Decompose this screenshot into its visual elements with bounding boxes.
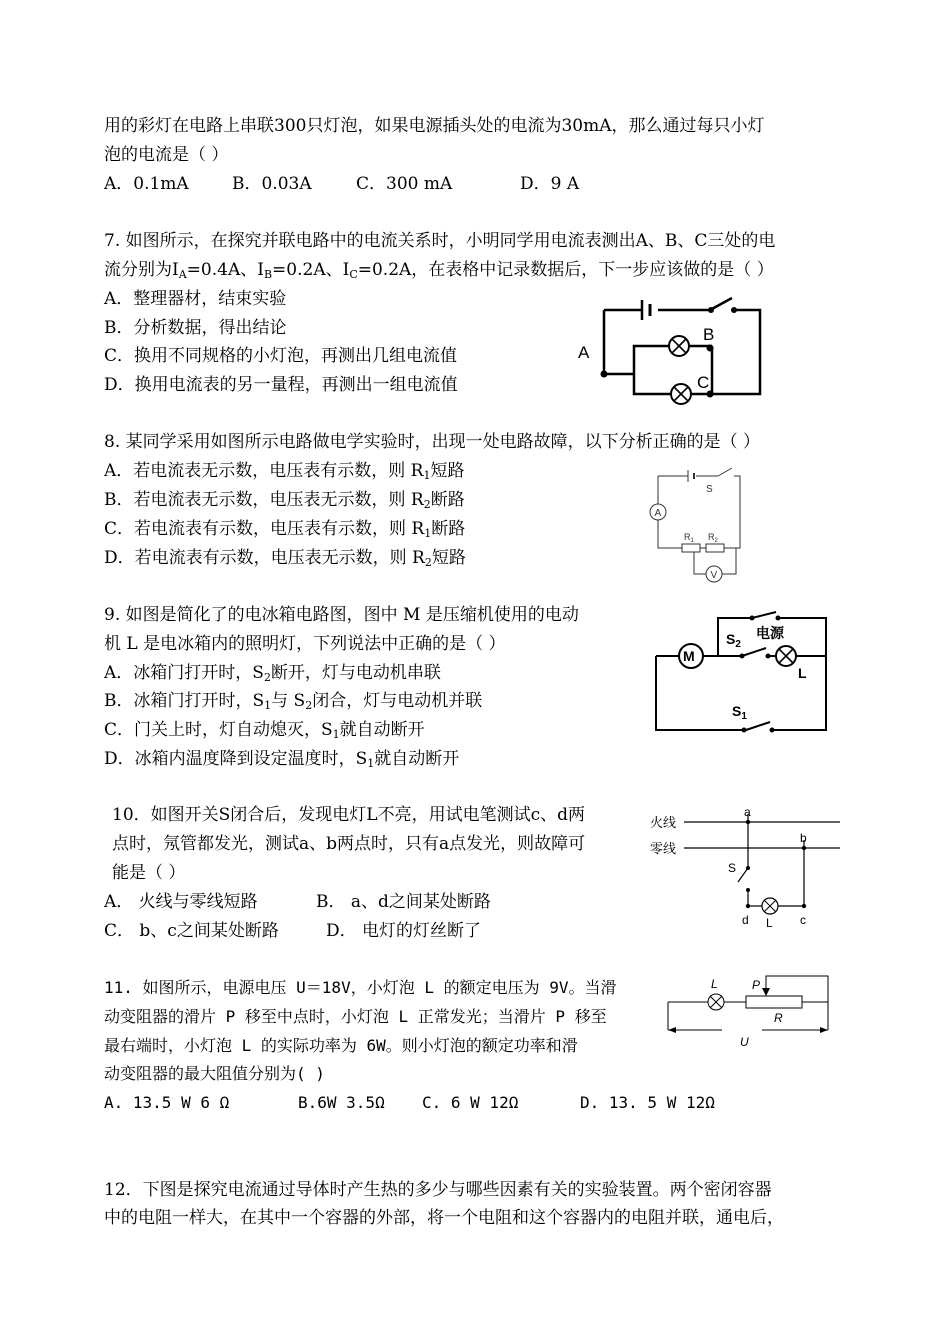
q9-option-d: D．冰箱内温度降到设定温度时，$S_1$就自动断开 (104, 749, 460, 770)
q9-option-a: A．冰箱门打开时，$S_2$断开，灯与电动机串联 (104, 663, 441, 684)
q10-label-c: c (800, 913, 806, 927)
q9-option-b: B．冰箱门打开时，$S_1$与 $S_2$闭合，灯与电动机并联 (104, 691, 483, 712)
q11-text-line4: 动变阻器的最大阻值分别为( ) (104, 1064, 325, 1083)
q10-label-s: S (728, 861, 737, 875)
q11-option-b: B.6W 3.5Ω (298, 1093, 385, 1112)
q10-option-b: B． a、d之间某处断路 (316, 892, 491, 912)
q10-option-d: D． 电灯的灯丝断了 (326, 921, 482, 941)
q6-text-line1: 用的彩灯在电路上串联300只灯泡，如果电源插头处的电流为30mA，那么通过每只小灯 (104, 116, 765, 136)
q12-text-line1: 12．下图是探究电流通过导体时产生热的多少与哪些因素有关的实验装置。两个密闭容器 (104, 1180, 772, 1200)
q8-option-c: C．若电流表有示数，电压表有示数，则 $R_1$断路 (104, 519, 466, 540)
q11-option-a: A. 13.5 W 6 Ω (104, 1093, 230, 1112)
q8-text-line1: 8. 某同学采用如图所示电路做电学实验时，出现一处电路故障，以下分析正确的是（ ） (104, 432, 761, 452)
q11-text-line2: 动变阻器的滑片 P 移至中点时，小灯泡 L 正常发光；当滑片 P 移至 (104, 1007, 607, 1026)
q7-label-b: B (703, 325, 715, 344)
q10-text-line3: 能是（ ） (112, 863, 186, 883)
q10-label-d: d (742, 913, 749, 927)
q11-circuit-diagram (662, 972, 842, 1056)
q11-label-u: U (740, 1035, 749, 1049)
q9-label-power-source: 电源 (756, 625, 784, 641)
q10-label-live-wire: 火线 (650, 815, 677, 830)
q8-label-r1: $R_1$ (684, 532, 694, 544)
q9-text-line2: 机 L 是电冰箱内的照明灯，下列说法中正确的是（ ） (104, 634, 506, 654)
q7-option-c: C．换用不同规格的小灯泡，再测出几组电流值 (104, 346, 458, 366)
q10-option-a: A． 火线与零线短路 (104, 892, 258, 912)
q9-circuit-diagram (648, 600, 848, 738)
q8-label-voltmeter: V (710, 570, 718, 581)
q7-text-line2: 流分别为$I_A=0.4A$、$I_B=0.2A$、$I_C=0.2A$，在表格中记录数据后，下一步应该做的是（ ） (104, 260, 774, 281)
q8-option-a: A．若电流表无示数，电压表有示数，则 $R_1$短路 (104, 461, 465, 482)
q8-circuit-diagram (640, 462, 750, 590)
q9-label-s2: $S_2$ (726, 631, 741, 650)
q10-label-b: b (800, 831, 807, 845)
q7-text-line1: 7. 如图所示，在探究并联电路中的电流关系时，小明同学用电流表测出A、B、C三处的电 (104, 231, 776, 251)
q11-text-line3: 最右端时，小灯泡 L 的实际功率为 6W。则小灯泡的额定功率和滑 (104, 1036, 578, 1055)
q10-circuit-diagram (648, 806, 848, 931)
q7-circuit-diagram (570, 290, 770, 410)
q10-label-a: a (744, 806, 751, 819)
q8-label-s: S (706, 484, 713, 495)
q6-option-c: C．300 mA (356, 174, 453, 194)
q11-option-c: C. 6 W 12Ω (422, 1093, 519, 1112)
q7-option-b: B．分析数据，得出结论 (104, 318, 287, 338)
q8-label-r2: $R_2$ (708, 532, 718, 544)
q9-text-line1: 9. 如图是简化了的电冰箱电路图，图中 M 是压缩机使用的电动 (104, 605, 579, 625)
q6-text-line2: 泡的电流是（ ） (104, 145, 229, 165)
q7-label-a: A (578, 343, 590, 362)
q9-label-s1: $S_1$ (732, 703, 747, 722)
q11-label-r: R (774, 1011, 783, 1025)
q6-option-a: A．0.1mA (104, 174, 189, 194)
q9-label-m: M (683, 648, 695, 664)
q12-text-line2: 中的电阻一样大，在其中一个容器的外部，将一个电阻和这个容器内的电阻并联，通电后， (104, 1208, 784, 1228)
q10-text-line1: 10．如图开关S闭合后，发现电灯L不亮，用试电笔测试c、d两 (112, 805, 585, 825)
q9-option-c: C．门关上时，灯自动熄灭，$S_1$就自动断开 (104, 720, 425, 741)
q10-option-c: C． b、c之间某处断路 (104, 921, 279, 941)
q7-option-a: A．整理器材，结束实验 (104, 289, 287, 309)
q7-label-c: C (697, 373, 710, 392)
q11-label-l: L (711, 977, 718, 991)
q6-option-b: B．0.03A (232, 174, 312, 194)
q8-label-ammeter: A (654, 508, 662, 519)
q10-label-l: L (766, 916, 773, 930)
q8-option-d: D．若电流表有示数，电压表无示数，则 $R_2$短路 (104, 548, 466, 569)
q11-text-line1: 11. 如图所示，电源电压 U＝18V，小灯泡 L 的额定电压为 9V。当滑 (104, 978, 617, 997)
q7-option-d: D．换用电流表的另一量程，再测出一组电流值 (104, 375, 458, 395)
q11-label-p: P (752, 978, 761, 992)
q6-option-d: D．9 A (520, 174, 580, 194)
q10-label-neutral-wire: 零线 (650, 841, 677, 856)
q11-option-d: D. 13. 5 W 12Ω (580, 1093, 715, 1112)
q8-option-b: B．若电流表无示数，电压表无示数，则 $R_2$断路 (104, 490, 465, 511)
q9-label-l: L (798, 665, 807, 681)
q10-text-line2: 点时，氖管都发光，测试a、b两点时，只有a点发光，则故障可 (112, 834, 586, 854)
